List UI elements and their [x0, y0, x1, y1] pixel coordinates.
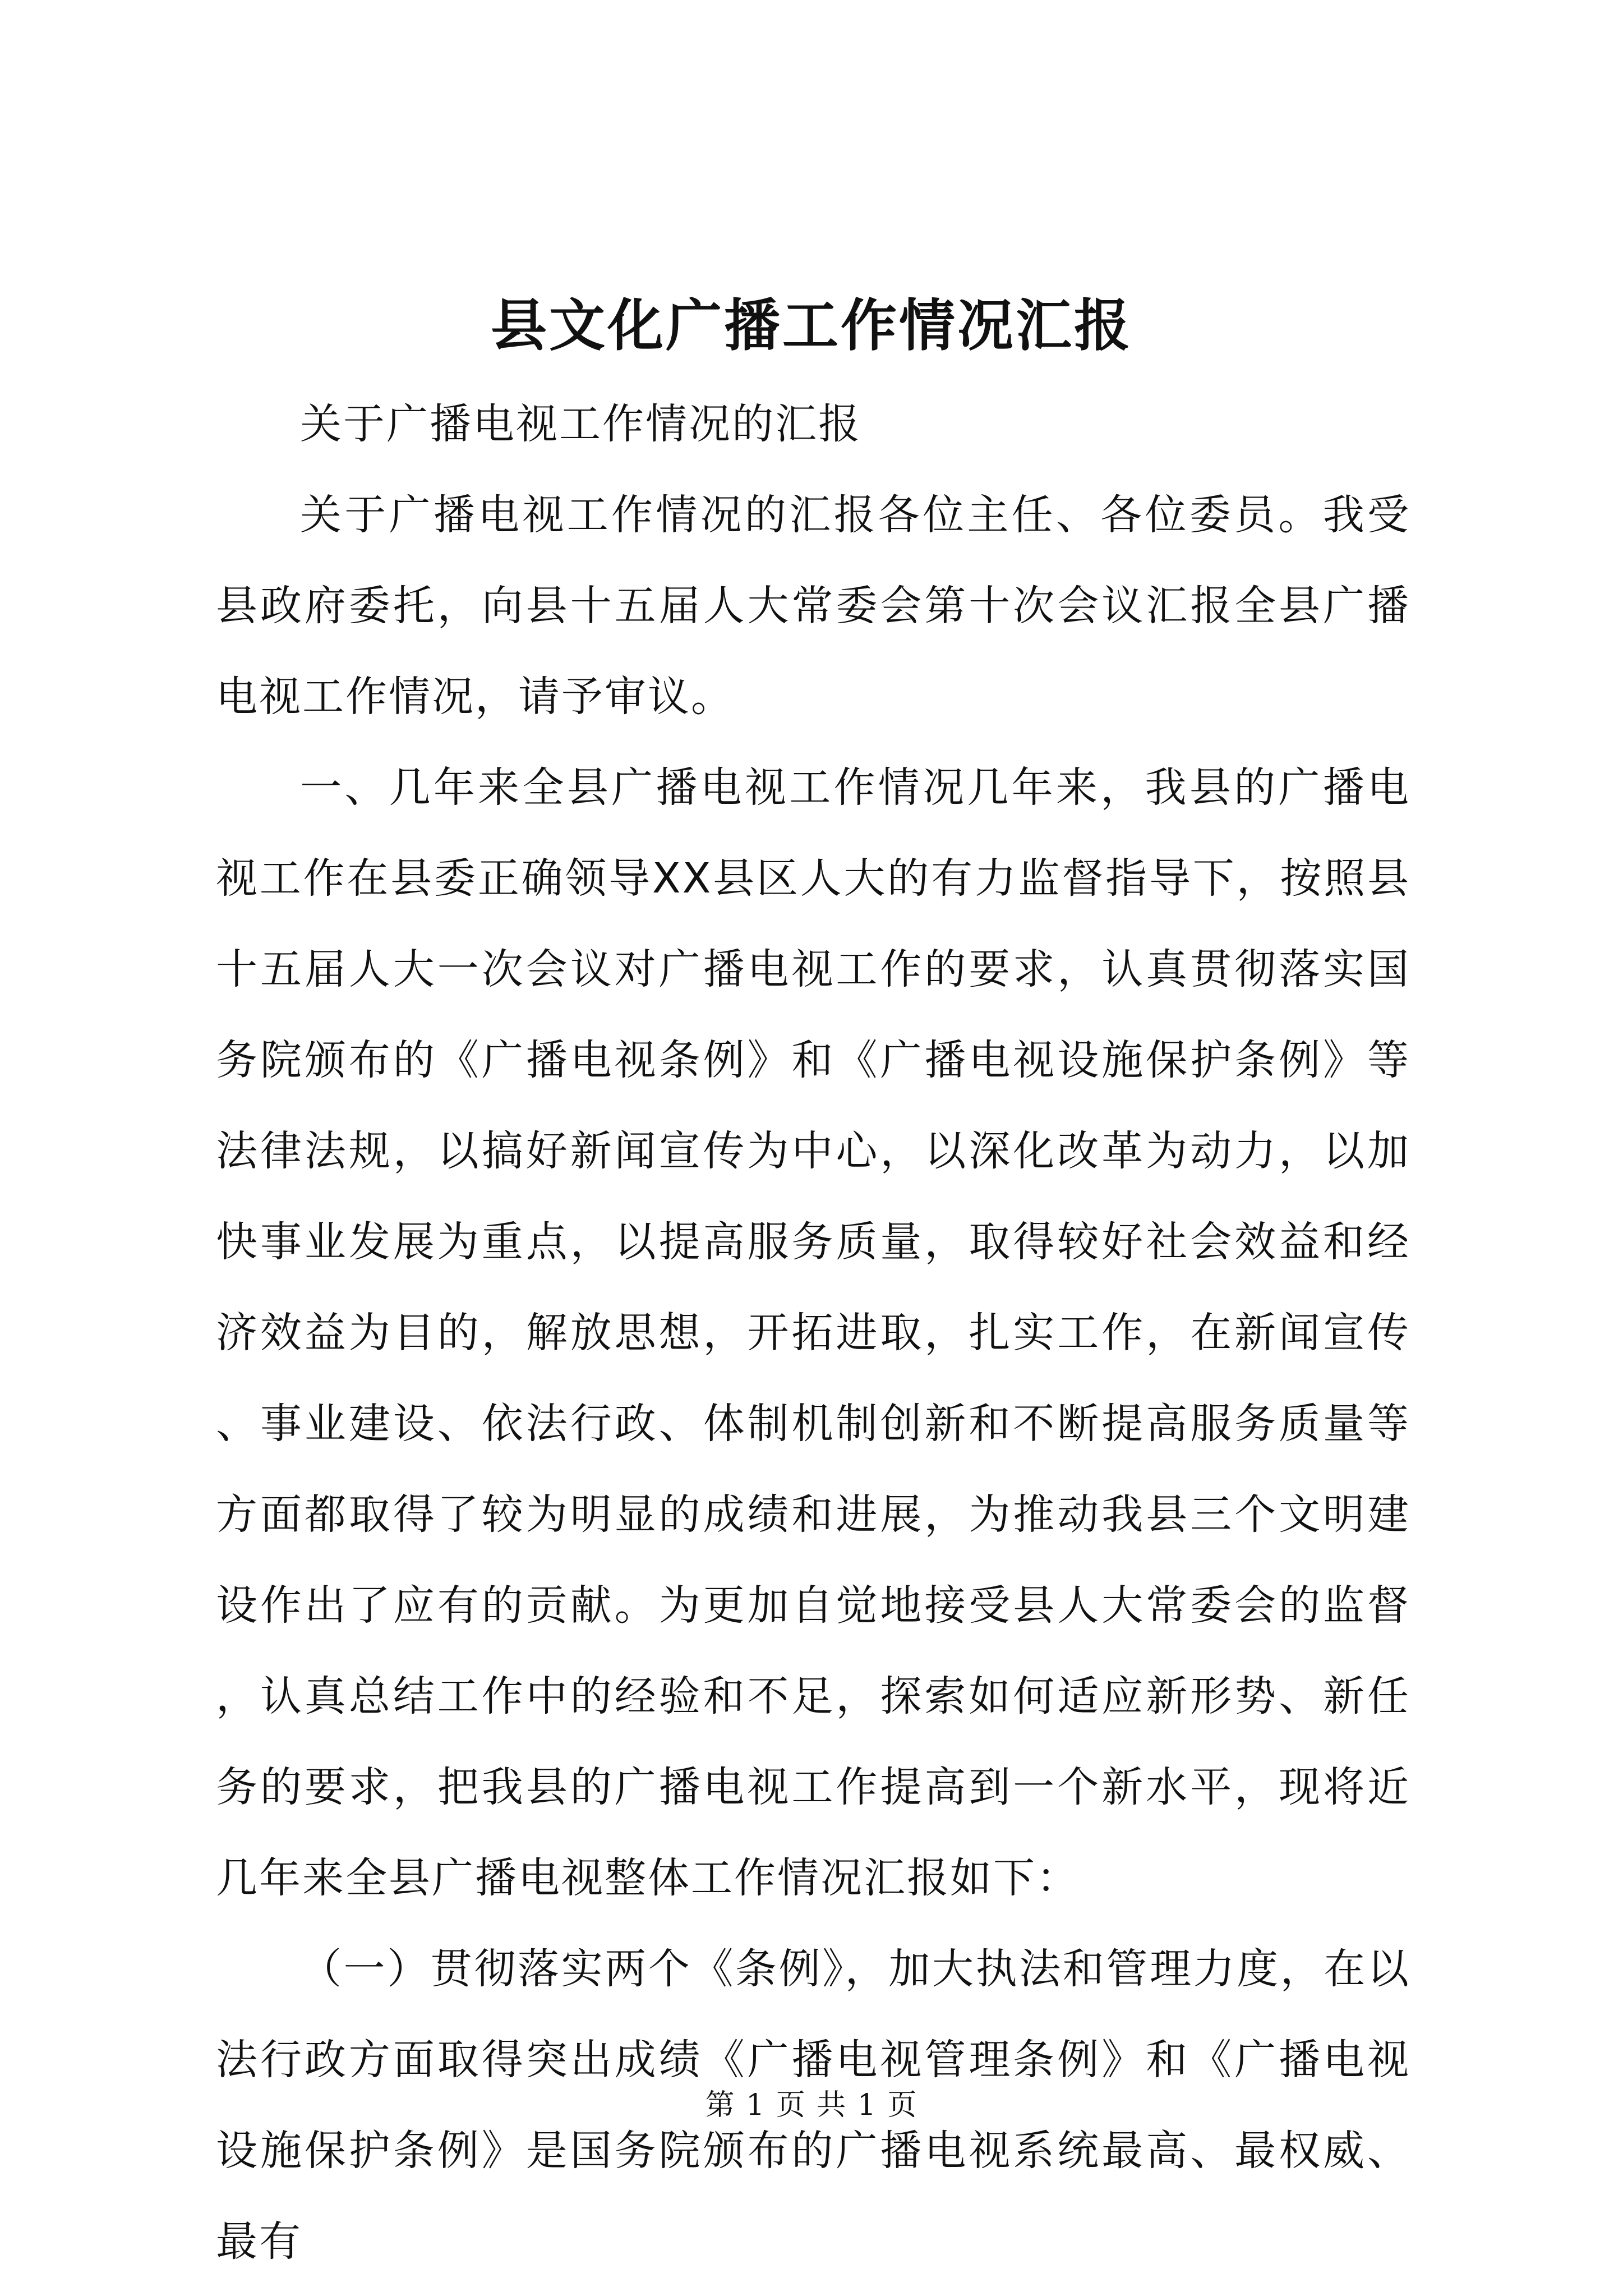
paragraph-section-one: 一、几年来全县广播电视工作情况几年来，我县的广播电视工作在县委正确领导XX县区人大的有力监督指导下，按照县十五届人大一次会议对广播电视工作的要求，认真贯彻落实国务院颁布的《广播电视条例》和《广播电视设施保护条例》等法律法规，以搞好新闻宣传为中心，以深化改革为动力，以加快事业发展为重点，以提高服务质量，取得较好社会效益和经济效益为目的，解放思想，开拓进取，扎实工作，在新闻宣传、事业建设、依法行政、体制机制创新和不断提高服务质量等方面都取得了较为明显的成绩和进展，为推动我县三个文明建设作出了应有的贡献。为更加自觉地接受县人大常委会的监督，认真总结工作中的经验和不足，探索如何适应新形势、新任务的要求，把我县的广播电视工作提高到一个新水平，现将近几年来全县广播电视整体工作情况汇报如下： [216, 763, 1410, 1902]
paragraph-subsection-one: （一）贯彻落实两个《条例》，加大执法和管理力度，在以法行政方面取得突出成绩《广播电视管理条例》和《广播电视设施保护条例》是国务院颁布的广播电视系统最高、最权威、最有 [216, 1945, 1410, 2266]
document-body [216, 379, 1410, 2287]
document-title: 县文化广播工作情况汇报 [491, 292, 1132, 358]
paragraph-subtitle: 关于广播电视工作情况的汇报 [300, 400, 861, 448]
paragraph-opening: 关于广播电视工作情况的汇报各位主任、各位委员。我受县政府委托，向县十五届人大常委会第十次会议汇报全县广播电视工作情况，请予审议。 [216, 491, 1410, 721]
page-footer: 第 1 页 共 1 页 [705, 2088, 918, 2122]
